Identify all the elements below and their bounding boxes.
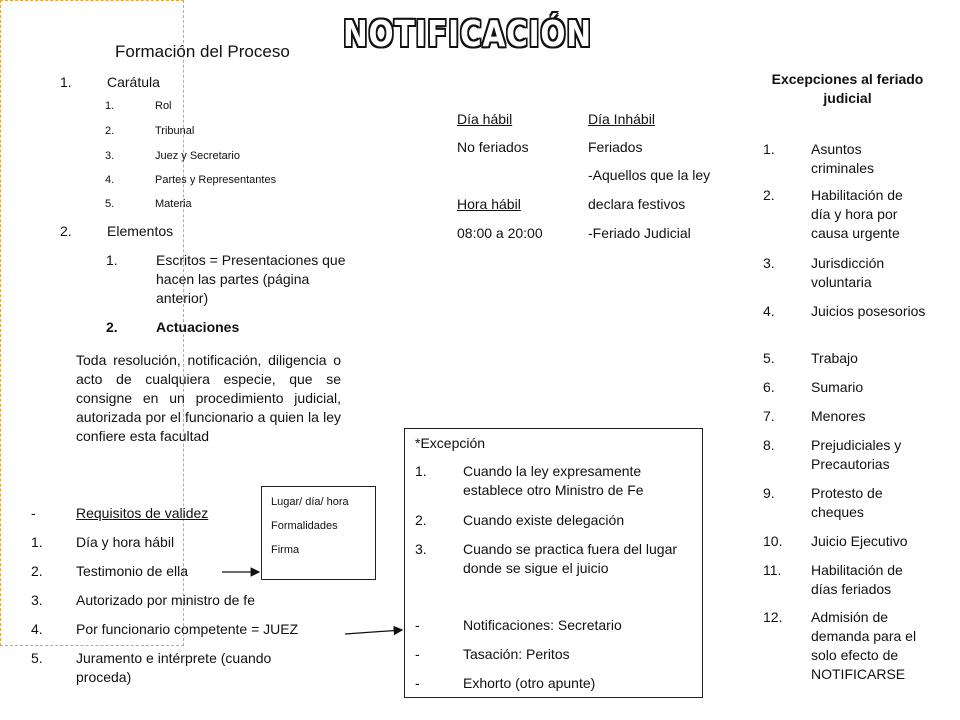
section-title: Formación del Proceso [115,42,290,61]
feriado-item: 7. Menores [763,408,866,424]
list-item: 5. Materia [105,198,192,210]
dia-inhabil-line: -Feriado Judicial [588,225,691,241]
feriado-item: 6. Sumario [763,379,864,395]
box-line: Formalidades [271,520,338,532]
box-line: Lugar/ día/ hora [271,496,349,508]
feriado-item: 1. Asuntos criminales [763,141,875,176]
excepcion-header: *Excepción [415,435,486,451]
requisito-item: 4. Por funcionario competente = JUEZ [31,621,299,637]
dia-inhabil-line: declara festivos [588,196,686,212]
excepcion-item: 3. Cuando se practica fuera del lugar donde se sigue el juicio [415,541,678,576]
requisito-item: 2. Testimonio de ella [31,563,189,579]
dia-inhabil-line: Feriados [588,139,643,155]
feriado-item: 8. Prejudiciales y Precautorias [763,437,902,472]
feriado-item: 11. Habilitación de días feriados [763,562,903,597]
requisito-item: 5. Juramento e intérprete (cuando proceda) [31,650,272,685]
excepciones-feriado-title: Excepciones al feriado judicial [771,71,924,106]
list-item: 1. Rol [105,100,172,112]
list-item-caratula: 1. Carátula [60,74,160,90]
list-item: 1. Escritos = Presentaciones que hacen las partes (página anterior) [106,252,346,306]
excepcion-dash-item: - Exhorto (otro apunte) [415,675,596,691]
dia-habil-header: Día hábil [457,111,513,127]
excepcion-dash-item: - Notificaciones: Secretario [415,617,622,633]
feriado-item: 9. Protesto de cheques [763,485,883,520]
hora-habil-header: Hora hábil [457,196,521,212]
list-item: 4. Partes y Representantes [105,174,277,186]
caratula-label: Carátula [107,74,160,90]
feriado-item: 12. Admisión de demanda para el solo efecto de NOTIFICARSE [763,609,917,682]
list-item: 3. Juez y Secretario [105,150,240,162]
hora-habil-value: 08:00 a 20:00 [457,225,543,241]
list-item-elementos: 2. Elementos [60,223,174,239]
requisito-item: 1. Día y hora hábil [31,534,175,550]
dia-inhabil-header: Día Inhábil [588,111,655,127]
requisitos-header: - Requisitos de validez [31,505,209,521]
requisito-item: 3. Autorizado por ministro de fe [31,592,255,608]
feriado-item: 2. Habilitación de día y hora por causa urgente [763,187,903,241]
elementos-label: Elementos [107,223,174,239]
excepcion-dash-item: - Tasación: Peritos [415,646,570,662]
feriado-item: 5. Trabajo [763,350,858,366]
arrow-to-excepcion [345,630,402,634]
dia-habil-value: No feriados [457,139,529,155]
box-line: Firma [271,544,300,556]
page-title: NOTIFICACIÓN [343,14,592,55]
list-item: 2. Actuaciones [106,319,240,335]
definition-text: Toda resolución, notificación, diligencia o acto de cualquiera especie, que se consigne en un procedimiento judicial, autorizada por el funcionario a quien la ley confiere esta facultad [76,352,341,444]
excepcion-item: 1. Cuando la ley expresamente establece otro Ministro de Fe [415,463,644,498]
list-item: 2. Tribunal [105,125,195,137]
dia-inhabil-line: -Aquellos que la ley [588,167,711,183]
feriado-item: 4. Juicios posesorios [763,303,926,319]
feriado-item: 10. Juicio Ejecutivo [763,533,908,549]
feriado-item: 3. Jurisdicción voluntaria [763,255,885,290]
excepcion-item: 2. Cuando existe delegación [415,512,625,528]
